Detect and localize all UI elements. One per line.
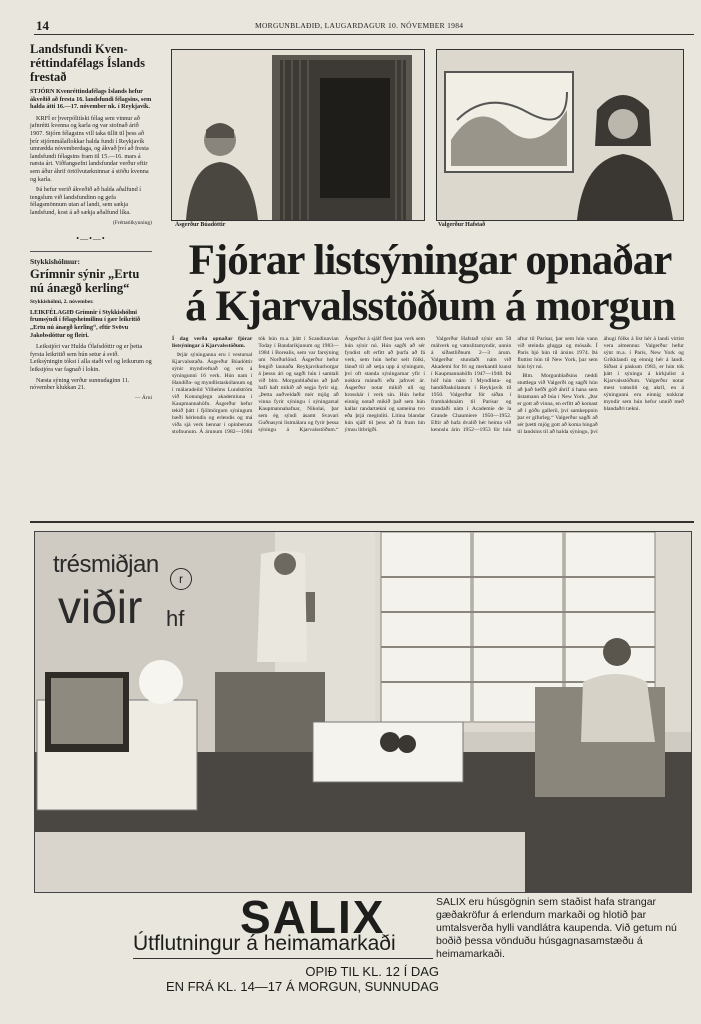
portrait-photo-illustration — [437, 50, 683, 220]
photo2-caption: Valgerður Hafstað — [438, 222, 486, 228]
main-headline: Fjórar listsýningar opnaðar á Kjarvalsstöðum á morgun — [185, 237, 675, 330]
salix-description: SALIX eru húsgögnin sem staðist hafa strangar gæðakröfur á erlendum markaði og hlotið þar umtalsverða hylli vandlátra kaupenda. Við getum nú boðið þessa vönduðu húsgagnasamstæðu á heimamarkaði. — [436, 896, 677, 960]
salix-subtitle: Útflutningur á heimamarkaði — [133, 932, 396, 955]
main-paragraph: Valgerður Hafstað sýnir um 50 málverk og vatnslitamyndir, unnin á síðastliðnum 2—3 árum. Valgerður stundaði nám við Akademí for fri og merkantil kunst í Kaupmannahöfn 1947—1948. Þá hóf hún nám í Myndlista- og handíðaskólanum í Reykjavík til 1950. Valgerður fór síðan í framhaldsnám til Parísar og stundaði nám í Academie de la Grande Chaumiere 1950—1952. Eftir að hafa dvalið hér heima við kennslu árin 1952—1953 fór hún aftur til Parísar, þar sem hún vann við steinda glugga og mósaík. Í París bjó hún til ársins 1974. Þá fluttist hún til New York, þar sem hún býr nú. — [430, 336, 598, 433]
story2-signature: — Árni — [135, 394, 152, 401]
registered-mark-icon: r — [170, 568, 192, 590]
hours-line: OPIÐ TIL KL. 12 Í DAG — [305, 964, 439, 979]
story1-lead: STJÓRN Kvenréttindafélags Íslands hefur ákveðið að fresta 16. landsfundi félagsins, sem halda átti 16.—17. nóvember nk. í Reykjavík. — [30, 88, 152, 111]
portrait-photo-illustration — [172, 50, 424, 220]
main-story-body — [172, 336, 684, 508]
divider-rule — [30, 251, 152, 252]
story2-dateline: Stykkishólmi, 2. nóvember. — [30, 299, 94, 306]
main-paragraph: Blm. Morgunblaðsins ræddi stuttlega við Valgerði og sagði hún að það hefði góð áhrif á hana sem listamann að búa í New York. „Þar er gott að vinna, en erfitt að komast að í góðu galleríi, því samkeppnin þar er gífurleg.“ Valgerður sagði að sér þætti mjög gott að koma hingað til landsins til að halda sýningu, því áhugi fólks á list hér á landi virtist vera almennur. Valgerður hefur sýnt m.a. í París, New York og Grikklandi og einnig hér á landi. Síðast á páskum 1983, er hún tók þátt í sýningu á kirkjulist á Kjarvalsstöðum. Valgerður notar mest vatnsliti og akríl, en á sýningunni eru einnig nokkrar myndir sem hún hefur unnið með blandaðri tækni. — [517, 336, 684, 435]
left-column — [30, 42, 152, 402]
story1-paragraph: Þá hefur verið ákveðið að halda aðalfund í tengslum við landsfundinn og gefa félagsmönnum utan af landi, sem sækja landsfund, kost á að sækja aðalfund líka. — [30, 186, 141, 216]
masthead: MORGUNBLAÐIÐ, LAUGARDAGUR 10. NÓVEMBER 1984 — [255, 21, 464, 30]
brand-tresmidjan: trésmiðjan — [53, 551, 159, 578]
divider: •—•—• — [76, 234, 106, 244]
story1-paragraph: KRFÍ er þverpólitískt félag sem vinnur að jafnrétti kvenna og karla og var stofnað árið 1907. Stjórn félagsins vill taka tillit til þess að þrír stjórnmálaflokkar halda fundi í Reykjavík umrædda nóvemberdaga, og ákvað því að fresta landsfundi félagsins fram til 15.—16. mars á næsta ári. Viðfangsefni landsfundar verður eftir sem áður áhrif örtölvutækninnar á stöðu kvenna og karla. — [30, 114, 149, 183]
story2-lead: LEIKFÉLAGIÐ Grímnir í Stykkishólmi frumsýndi í félagsheimilinu í gær leikritið „Ertu nú ánægð kerling“, eftir Svövu Jakobsdóttur og fleiri. — [30, 308, 141, 339]
top-rule — [34, 34, 694, 35]
main-paragraph: Þrjár sýninganna eru í vestursal Kjarvalsstaða. Ásgerður Búadóttir sýnir myndvefnað og eru á sýningunni 16 verk. Hún nam í Handíða- og myndlistaskólanum og í málaradeild Vilhelms Lundström við Konunglegu akademíuna í Kaupmannahöfn. Ásgerður hefur tekið þátt í fjölmörgum sýningum bæði hérlendis og erlendis og má víða sjá verk hennar í opinberum stofnunum. Á árunum 1982—1984 tók hún m.a. þátt í Scandinavian Today í Bandaríkjunum og 1983—1984 í Borealis, sem var farsýning um Norðurlönd. Ásgerður hefur fengið launaða Reykjavíkurborgar á þessu ári og sagði hún í samtali við blm. Morgunblaðsins að það hafi haft mikið að segja fyrir sig. „Þetta auðveldaði mér mjög að vinna fyrir sýningu í sýningarsal Kaupmannahafnar, Nikolai, þar sem ég sýndi ásamt Svavari Guðnasyni listmálara og fyrir þessa sýningu á Kjarvalsstöðum.“ Ásgerður á sjálf flest þau verk sem hún sýnir nú. Hún sagði að sér fyndist oft erfitt að þurfa að fá verk, sem hún hefur selt fólki, lánuð til að setja upp á sýningum, því oft standa sýningarnar yfir í nokkra mánuði eða jafnvel ár. Ásgerður notar mikið ull og hrosshár í verk sín. Hún hefur einnig notað mikið það sem hún kallar randartækni og sameina tvo eða þrjá meginliti. Litina blandar hún sjálf til þess að fá fram hin ýmsu litbrigði. — [172, 336, 425, 435]
photo-valgerdur — [436, 49, 684, 221]
salix-rule — [133, 958, 433, 959]
section-rule — [30, 521, 694, 523]
salix-title: SALIX — [240, 891, 386, 943]
story1-headline: Landsfundi Kvenréttindafélags Íslands frestað — [30, 42, 145, 84]
opening-hours — [119, 964, 439, 994]
story2-headline: Grímnir sýnir „Ertu nú ánægð kerling“ — [30, 267, 140, 296]
story2-paragraph: Næsta sýning verður sunnudaginn 11. nóvember klukkan 21. — [30, 376, 130, 392]
hours-line: EN FRÁ KL. 14—17 Á MORGUN, SUNNUDAG — [165, 979, 439, 994]
story1-signature: (Fréttatilkynning) — [112, 219, 152, 226]
main-lead: Í dag verða opnaðar fjórar listsýningar á Kjarvalsstöðum. — [172, 336, 253, 349]
story2-kicker: Stykkishólmur: — [30, 256, 81, 266]
brand-hf: hf — [166, 606, 185, 631]
page-number: 14 — [36, 18, 49, 33]
photo-asgerdur — [171, 49, 425, 221]
brand-vidir: viðir — [58, 581, 143, 633]
photo1-caption: Ásgerður Búadóttir — [175, 222, 226, 228]
story2-paragraph: Leikstjóri var Hulda Ólafsdóttir og er þetta fyrsta leikritið sem hún setur á svið. Leiksýningin tókst í alla staði vel og leikurum og leikstjóra var fagnað í lokin. — [30, 343, 152, 374]
